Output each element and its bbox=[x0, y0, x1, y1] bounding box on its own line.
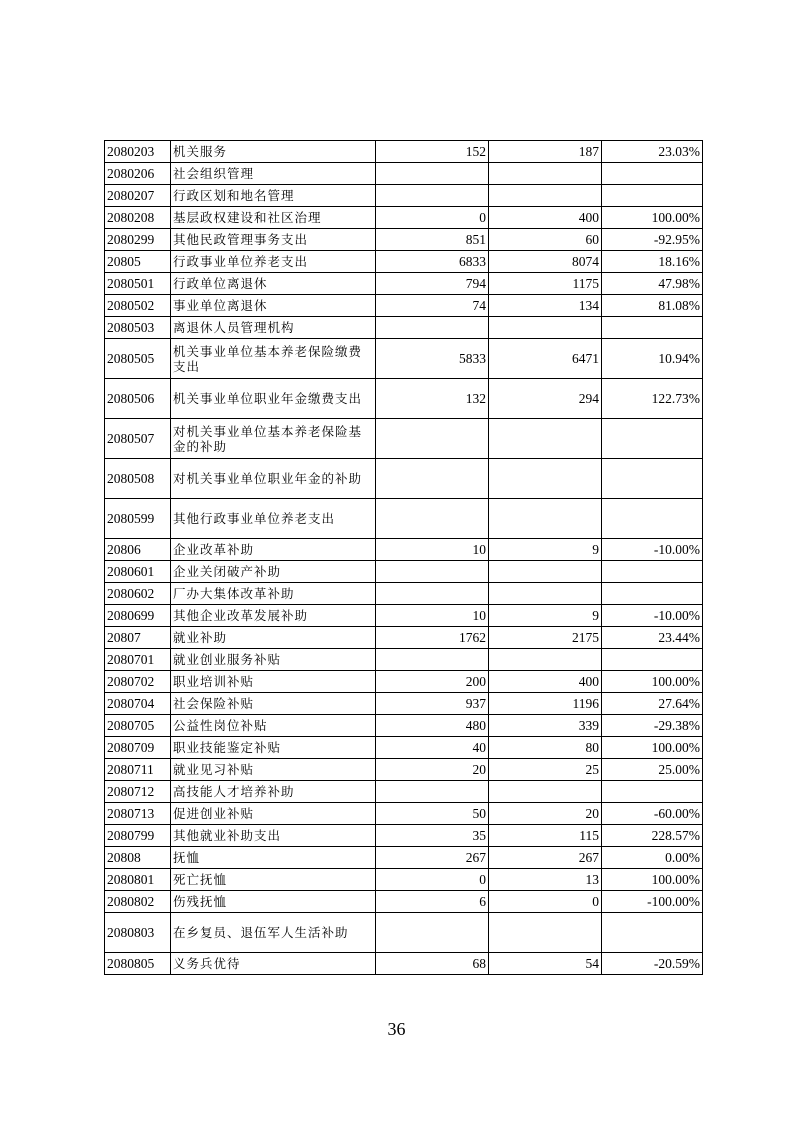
row-value-prev-cell bbox=[376, 317, 489, 339]
row-name-cell: 促进创业补贴 bbox=[171, 803, 376, 825]
row-code-cell: 2080508 bbox=[105, 459, 171, 499]
row-change-pct-cell: -10.00% bbox=[602, 605, 703, 627]
row-change-pct-cell bbox=[602, 317, 703, 339]
row-change-pct-cell bbox=[602, 913, 703, 953]
row-value-prev-cell: 6 bbox=[376, 891, 489, 913]
row-name-cell: 机关服务 bbox=[171, 141, 376, 163]
row-name-cell: 就业见习补贴 bbox=[171, 759, 376, 781]
row-value-curr-cell: 54 bbox=[489, 953, 602, 975]
table-row bbox=[105, 459, 703, 499]
row-change-pct-cell: 47.98% bbox=[602, 273, 703, 295]
table-row bbox=[105, 693, 703, 715]
row-code-cell: 2080505 bbox=[105, 339, 171, 379]
row-value-prev-cell: 0 bbox=[376, 207, 489, 229]
row-name-cell: 职业技能鉴定补贴 bbox=[171, 737, 376, 759]
row-change-pct-cell: 100.00% bbox=[602, 671, 703, 693]
table-row bbox=[105, 737, 703, 759]
row-value-prev-cell bbox=[376, 561, 489, 583]
table-row bbox=[105, 671, 703, 693]
row-value-prev-cell bbox=[376, 419, 489, 459]
row-code-cell: 20806 bbox=[105, 539, 171, 561]
row-change-pct-cell: 122.73% bbox=[602, 379, 703, 419]
row-change-pct-cell bbox=[602, 561, 703, 583]
row-change-pct-cell bbox=[602, 163, 703, 185]
row-name-cell: 对机关事业单位职业年金的补助 bbox=[171, 459, 376, 499]
row-change-pct-cell bbox=[602, 185, 703, 207]
table-row bbox=[105, 251, 703, 273]
row-name-cell: 对机关事业单位基本养老保险基金的补助 bbox=[171, 419, 376, 459]
row-value-prev-cell: 6833 bbox=[376, 251, 489, 273]
row-value-curr-cell bbox=[489, 649, 602, 671]
row-value-curr-cell: 1196 bbox=[489, 693, 602, 715]
row-value-prev-cell: 68 bbox=[376, 953, 489, 975]
row-change-pct-cell bbox=[602, 781, 703, 803]
row-change-pct-cell bbox=[602, 419, 703, 459]
row-name-cell: 行政区划和地名管理 bbox=[171, 185, 376, 207]
row-value-prev-cell bbox=[376, 913, 489, 953]
row-value-curr-cell bbox=[489, 561, 602, 583]
row-value-prev-cell: 74 bbox=[376, 295, 489, 317]
row-code-cell: 2080799 bbox=[105, 825, 171, 847]
row-name-cell: 企业改革补助 bbox=[171, 539, 376, 561]
row-value-curr-cell: 9 bbox=[489, 605, 602, 627]
row-value-curr-cell bbox=[489, 163, 602, 185]
row-value-prev-cell: 1762 bbox=[376, 627, 489, 649]
row-code-cell: 2080206 bbox=[105, 163, 171, 185]
table-row bbox=[105, 185, 703, 207]
row-value-curr-cell: 9 bbox=[489, 539, 602, 561]
row-value-curr-cell: 2175 bbox=[489, 627, 602, 649]
row-value-prev-cell: 50 bbox=[376, 803, 489, 825]
row-value-curr-cell: 25 bbox=[489, 759, 602, 781]
table-row bbox=[105, 869, 703, 891]
table-row bbox=[105, 141, 703, 163]
table-row bbox=[105, 339, 703, 379]
row-value-prev-cell: 5833 bbox=[376, 339, 489, 379]
row-name-cell: 离退休人员管理机构 bbox=[171, 317, 376, 339]
row-name-cell: 就业创业服务补贴 bbox=[171, 649, 376, 671]
row-code-cell: 2080502 bbox=[105, 295, 171, 317]
row-value-prev-cell bbox=[376, 781, 489, 803]
table-row bbox=[105, 825, 703, 847]
row-value-curr-cell bbox=[489, 419, 602, 459]
row-value-prev-cell bbox=[376, 459, 489, 499]
row-value-curr-cell: 267 bbox=[489, 847, 602, 869]
row-change-pct-cell bbox=[602, 583, 703, 605]
table-row bbox=[105, 229, 703, 251]
row-change-pct-cell: 0.00% bbox=[602, 847, 703, 869]
row-value-curr-cell: 60 bbox=[489, 229, 602, 251]
row-value-prev-cell: 0 bbox=[376, 869, 489, 891]
row-change-pct-cell: -92.95% bbox=[602, 229, 703, 251]
row-value-curr-cell: 8074 bbox=[489, 251, 602, 273]
table-row bbox=[105, 913, 703, 953]
row-name-cell: 死亡抚恤 bbox=[171, 869, 376, 891]
table-row bbox=[105, 715, 703, 737]
table-row bbox=[105, 847, 703, 869]
table-row bbox=[105, 379, 703, 419]
table-row bbox=[105, 649, 703, 671]
row-name-cell: 厂办大集体改革补助 bbox=[171, 583, 376, 605]
table-row bbox=[105, 561, 703, 583]
row-code-cell: 20805 bbox=[105, 251, 171, 273]
row-change-pct-cell: 27.64% bbox=[602, 693, 703, 715]
row-value-curr-cell: 400 bbox=[489, 207, 602, 229]
row-code-cell: 2080208 bbox=[105, 207, 171, 229]
row-change-pct-cell: 10.94% bbox=[602, 339, 703, 379]
row-name-cell: 事业单位离退休 bbox=[171, 295, 376, 317]
row-value-curr-cell bbox=[489, 185, 602, 207]
row-change-pct-cell: -20.59% bbox=[602, 953, 703, 975]
row-value-prev-cell: 10 bbox=[376, 605, 489, 627]
row-change-pct-cell bbox=[602, 499, 703, 539]
row-code-cell: 20807 bbox=[105, 627, 171, 649]
row-value-curr-cell bbox=[489, 499, 602, 539]
row-code-cell: 2080803 bbox=[105, 913, 171, 953]
row-value-prev-cell: 10 bbox=[376, 539, 489, 561]
row-value-prev-cell bbox=[376, 163, 489, 185]
row-change-pct-cell: 18.16% bbox=[602, 251, 703, 273]
row-name-cell: 行政单位离退休 bbox=[171, 273, 376, 295]
row-name-cell: 行政事业单位养老支出 bbox=[171, 251, 376, 273]
row-name-cell: 机关事业单位职业年金缴费支出 bbox=[171, 379, 376, 419]
row-code-cell: 2080712 bbox=[105, 781, 171, 803]
row-code-cell: 2080207 bbox=[105, 185, 171, 207]
row-name-cell: 伤残抚恤 bbox=[171, 891, 376, 913]
row-change-pct-cell: 25.00% bbox=[602, 759, 703, 781]
budget-table bbox=[104, 140, 703, 975]
table-row bbox=[105, 273, 703, 295]
row-name-cell: 抚恤 bbox=[171, 847, 376, 869]
row-value-prev-cell: 35 bbox=[376, 825, 489, 847]
row-code-cell: 2080805 bbox=[105, 953, 171, 975]
row-change-pct-cell: -60.00% bbox=[602, 803, 703, 825]
table-row bbox=[105, 605, 703, 627]
page-number: 36 bbox=[387, 1019, 406, 1039]
row-change-pct-cell: 81.08% bbox=[602, 295, 703, 317]
table-row bbox=[105, 539, 703, 561]
row-value-prev-cell: 267 bbox=[376, 847, 489, 869]
row-value-prev-cell: 480 bbox=[376, 715, 489, 737]
row-code-cell: 2080601 bbox=[105, 561, 171, 583]
row-value-curr-cell: 13 bbox=[489, 869, 602, 891]
row-change-pct-cell: 100.00% bbox=[602, 869, 703, 891]
row-code-cell: 2080699 bbox=[105, 605, 171, 627]
table-row bbox=[105, 891, 703, 913]
row-name-cell: 就业补助 bbox=[171, 627, 376, 649]
row-value-curr-cell: 80 bbox=[489, 737, 602, 759]
row-code-cell: 2080506 bbox=[105, 379, 171, 419]
table-row bbox=[105, 759, 703, 781]
row-change-pct-cell: 23.03% bbox=[602, 141, 703, 163]
row-change-pct-cell: -10.00% bbox=[602, 539, 703, 561]
row-code-cell: 20808 bbox=[105, 847, 171, 869]
row-value-prev-cell: 40 bbox=[376, 737, 489, 759]
row-value-curr-cell: 0 bbox=[489, 891, 602, 913]
table-row bbox=[105, 803, 703, 825]
row-code-cell: 2080801 bbox=[105, 869, 171, 891]
row-name-cell: 其他民政管理事务支出 bbox=[171, 229, 376, 251]
table-row bbox=[105, 295, 703, 317]
row-name-cell: 职业培训补贴 bbox=[171, 671, 376, 693]
table-row bbox=[105, 207, 703, 229]
row-name-cell: 在乡复员、退伍军人生活补助 bbox=[171, 913, 376, 953]
row-name-cell: 义务兵优待 bbox=[171, 953, 376, 975]
row-value-prev-cell bbox=[376, 185, 489, 207]
table-row bbox=[105, 781, 703, 803]
row-value-prev-cell: 152 bbox=[376, 141, 489, 163]
row-name-cell: 社会组织管理 bbox=[171, 163, 376, 185]
row-value-curr-cell bbox=[489, 781, 602, 803]
row-code-cell: 2080713 bbox=[105, 803, 171, 825]
table-row bbox=[105, 627, 703, 649]
budget-table-body bbox=[105, 141, 703, 975]
row-name-cell: 其他行政事业单位养老支出 bbox=[171, 499, 376, 539]
row-code-cell: 2080203 bbox=[105, 141, 171, 163]
row-name-cell: 企业关闭破产补助 bbox=[171, 561, 376, 583]
row-name-cell: 公益性岗位补贴 bbox=[171, 715, 376, 737]
row-value-curr-cell: 115 bbox=[489, 825, 602, 847]
row-change-pct-cell bbox=[602, 459, 703, 499]
row-change-pct-cell: 100.00% bbox=[602, 737, 703, 759]
row-value-prev-cell: 200 bbox=[376, 671, 489, 693]
row-code-cell: 2080507 bbox=[105, 419, 171, 459]
table-row bbox=[105, 953, 703, 975]
row-name-cell: 其他企业改革发展补助 bbox=[171, 605, 376, 627]
row-code-cell: 2080705 bbox=[105, 715, 171, 737]
row-value-prev-cell bbox=[376, 583, 489, 605]
row-value-curr-cell: 20 bbox=[489, 803, 602, 825]
row-change-pct-cell: -100.00% bbox=[602, 891, 703, 913]
row-value-curr-cell: 1175 bbox=[489, 273, 602, 295]
table-row bbox=[105, 499, 703, 539]
row-name-cell: 基层政权建设和社区治理 bbox=[171, 207, 376, 229]
row-code-cell: 2080709 bbox=[105, 737, 171, 759]
row-name-cell: 机关事业单位基本养老保险缴费支出 bbox=[171, 339, 376, 379]
row-name-cell: 高技能人才培养补助 bbox=[171, 781, 376, 803]
row-value-curr-cell: 400 bbox=[489, 671, 602, 693]
row-name-cell: 其他就业补助支出 bbox=[171, 825, 376, 847]
row-code-cell: 2080503 bbox=[105, 317, 171, 339]
row-code-cell: 2080599 bbox=[105, 499, 171, 539]
row-value-curr-cell bbox=[489, 583, 602, 605]
row-value-curr-cell bbox=[489, 459, 602, 499]
row-code-cell: 2080602 bbox=[105, 583, 171, 605]
row-value-prev-cell: 851 bbox=[376, 229, 489, 251]
row-name-cell: 社会保险补贴 bbox=[171, 693, 376, 715]
row-value-curr-cell: 6471 bbox=[489, 339, 602, 379]
table-row bbox=[105, 163, 703, 185]
row-change-pct-cell: 228.57% bbox=[602, 825, 703, 847]
row-value-prev-cell bbox=[376, 499, 489, 539]
row-value-prev-cell: 794 bbox=[376, 273, 489, 295]
row-value-prev-cell bbox=[376, 649, 489, 671]
row-change-pct-cell bbox=[602, 649, 703, 671]
row-value-curr-cell bbox=[489, 317, 602, 339]
row-code-cell: 2080711 bbox=[105, 759, 171, 781]
row-value-prev-cell: 132 bbox=[376, 379, 489, 419]
row-value-curr-cell: 294 bbox=[489, 379, 602, 419]
row-change-pct-cell: -29.38% bbox=[602, 715, 703, 737]
row-code-cell: 2080701 bbox=[105, 649, 171, 671]
row-code-cell: 2080702 bbox=[105, 671, 171, 693]
row-code-cell: 2080704 bbox=[105, 693, 171, 715]
row-code-cell: 2080299 bbox=[105, 229, 171, 251]
row-code-cell: 2080802 bbox=[105, 891, 171, 913]
table-row bbox=[105, 317, 703, 339]
row-change-pct-cell: 23.44% bbox=[602, 627, 703, 649]
row-code-cell: 2080501 bbox=[105, 273, 171, 295]
row-value-prev-cell: 937 bbox=[376, 693, 489, 715]
row-value-curr-cell: 187 bbox=[489, 141, 602, 163]
row-value-curr-cell: 339 bbox=[489, 715, 602, 737]
row-value-curr-cell bbox=[489, 913, 602, 953]
table-row bbox=[105, 583, 703, 605]
row-value-curr-cell: 134 bbox=[489, 295, 602, 317]
table-row bbox=[105, 419, 703, 459]
row-change-pct-cell: 100.00% bbox=[602, 207, 703, 229]
row-value-prev-cell: 20 bbox=[376, 759, 489, 781]
